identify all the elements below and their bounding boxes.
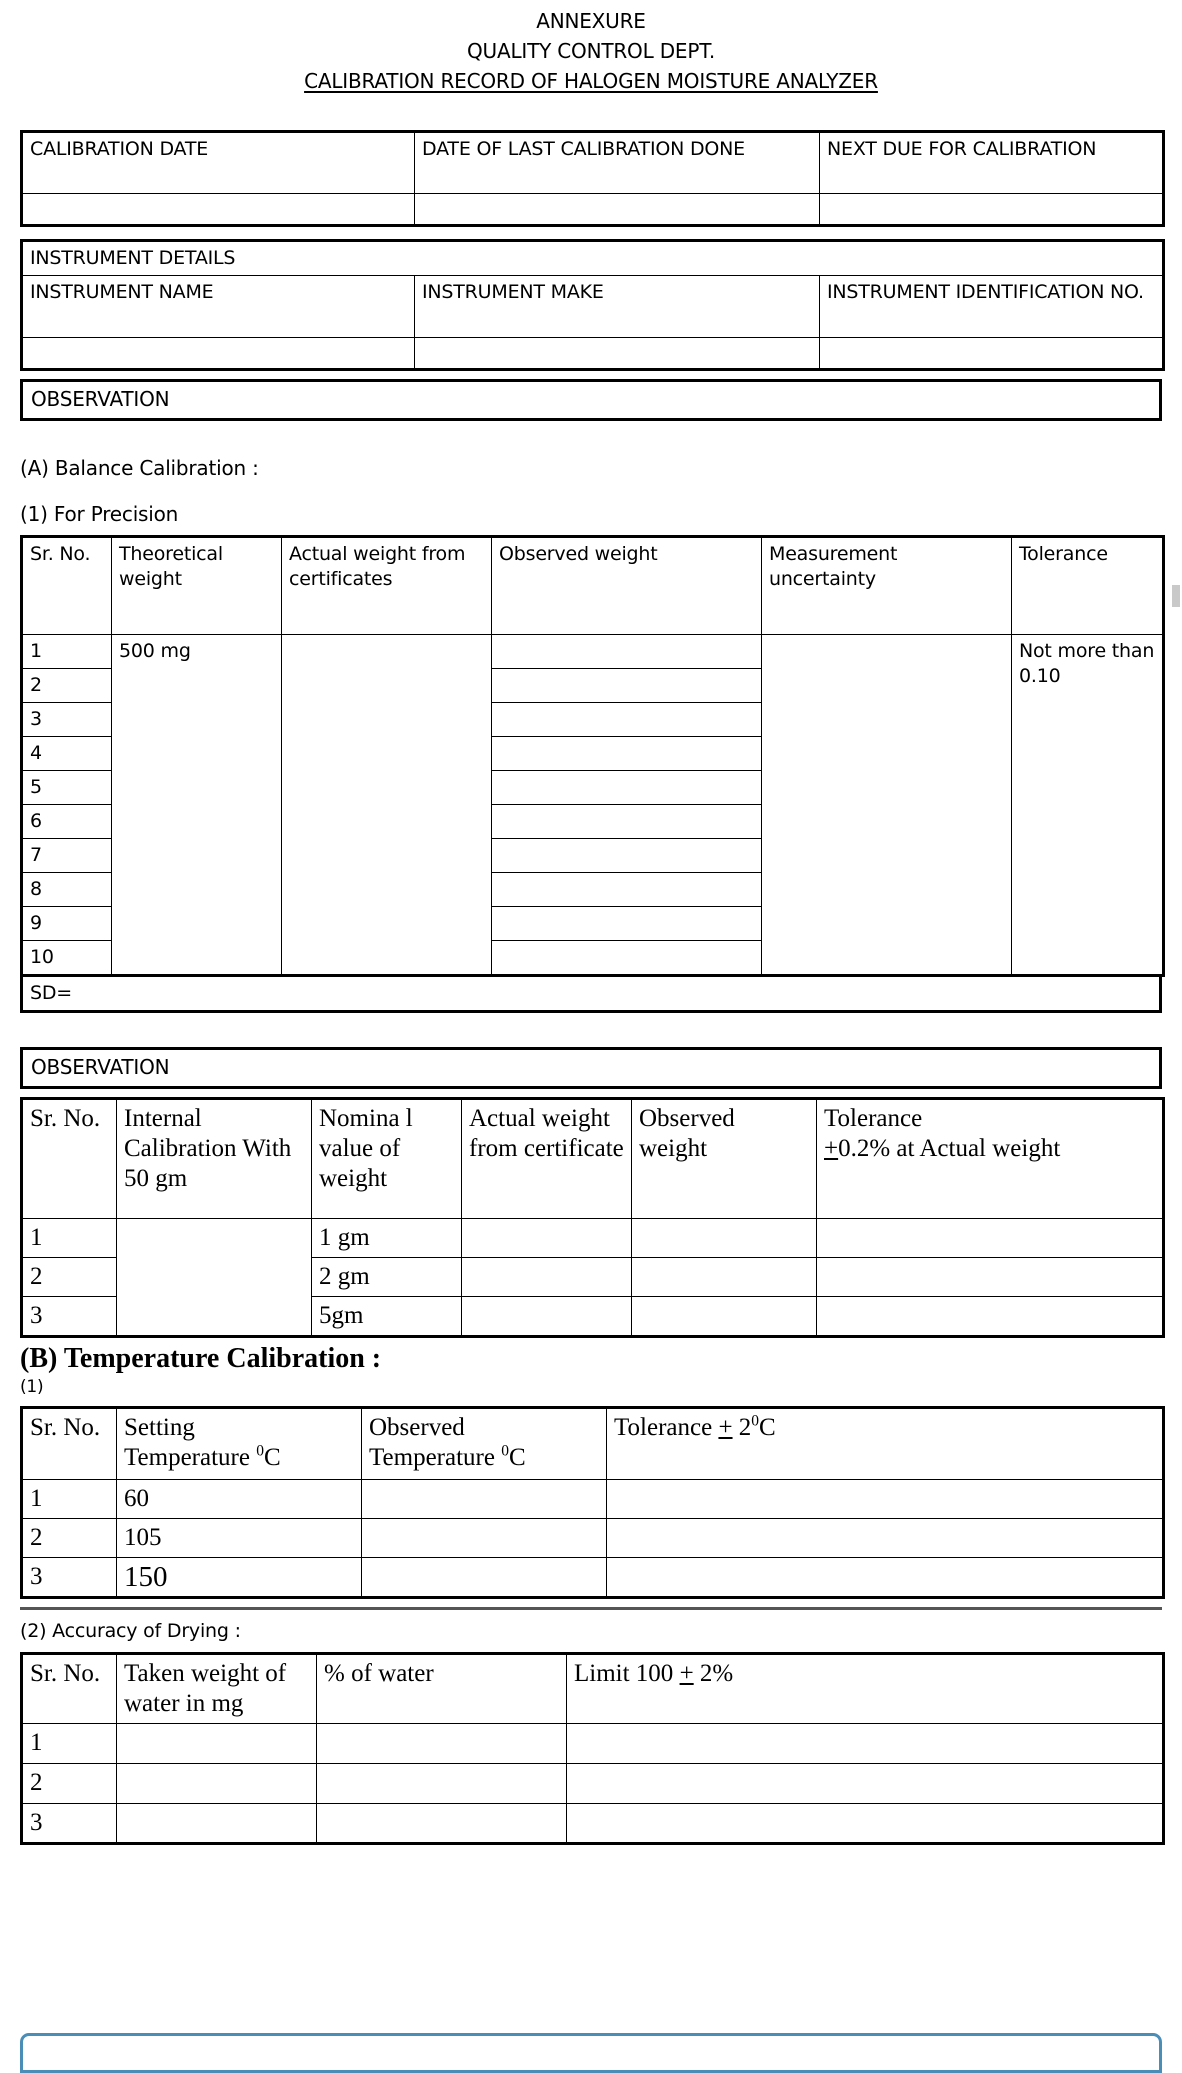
observed-temperature-cell[interactable] (362, 1519, 607, 1558)
observation-banner-1: OBSERVATION (20, 379, 1162, 421)
header-next-due-calibration: NEXT DUE FOR CALIBRATION (820, 132, 1164, 194)
table-row (22, 1219, 1164, 1258)
table-row-header (22, 132, 1164, 194)
value-instrument-id-no[interactable] (820, 338, 1164, 370)
table-row-footer (22, 976, 1161, 1012)
observed-weight-cell[interactable] (492, 635, 762, 669)
scrollbar-thumb[interactable] (1172, 585, 1180, 607)
plus-minus-sign: + (824, 1135, 839, 1162)
header-measurement-uncertainty: Measurement uncertainty (762, 537, 1012, 635)
calibration-dates-table (20, 130, 1165, 227)
title-record-name: CALIBRATION RECORD OF HALOGEN MOISTURE ANALYZER (304, 69, 878, 93)
header-observed-weight: Observed weight (632, 1099, 817, 1219)
sr-no-cell: 3 (22, 1558, 117, 1598)
sr-no-cell: 8 (22, 873, 112, 907)
actual-weight-cell[interactable] (462, 1219, 632, 1258)
observed-weight-cell[interactable] (492, 907, 762, 941)
accuracy-of-drying-table (20, 1652, 1165, 1845)
header-actual-weight-certificate: Actual weight from certificate (462, 1099, 632, 1219)
header-observed-temperature (362, 1408, 607, 1480)
header-nominal-value: Nomina l value of weight (312, 1099, 462, 1219)
degree-superscript: 0 (751, 1412, 760, 1430)
header-theoretical-weight: Theoretical weight (112, 537, 282, 635)
header-tolerance: Tolerance + $2^0C$ (607, 1408, 1164, 1480)
header-tolerance-line1: Tolerance (824, 1105, 923, 1132)
header-percent-water: % of water (317, 1654, 567, 1724)
limit-suffix: 2% (699, 1660, 734, 1687)
percent-water-cell[interactable] (317, 1804, 567, 1844)
table-row-header (22, 1099, 1164, 1219)
value-next-due-calibration[interactable] (820, 194, 1164, 226)
header-actual-weight-certificates: Actual weight from certificates (282, 537, 492, 635)
degree-unit: C (508, 1444, 526, 1471)
degree-unit: C (263, 1444, 281, 1471)
header-setting-line2: Temperature $^0$C (124, 1442, 281, 1471)
header-observed-line2: Temperature $^0$C (369, 1442, 526, 1471)
percent-water-cell[interactable] (317, 1724, 567, 1764)
header-observed-weight: Observed weight (492, 537, 762, 635)
precision-sd-table (20, 974, 1162, 1013)
limit-cell[interactable] (567, 1764, 1164, 1804)
sr-no-cell: 2 (22, 669, 112, 703)
header-sr-no: Sr. No. (22, 1408, 117, 1480)
plus-minus-sign: + (718, 1414, 733, 1441)
sr-no-cell: 3 (22, 1804, 117, 1844)
percent-water-cell[interactable] (317, 1764, 567, 1804)
document-header (0, 0, 1182, 96)
table-row-header (22, 276, 1164, 338)
taken-weight-cell[interactable] (117, 1764, 317, 1804)
tolerance-cell: Not more than 0.10 (1012, 635, 1164, 976)
instrument-details-table (20, 239, 1165, 371)
header-tolerance-line2 (824, 1134, 1155, 1164)
header-tolerance: Tolerance (1012, 537, 1164, 635)
header-internal-calibration: Internal Calibration With 50 gm (117, 1099, 312, 1219)
internal-calibration-table (20, 1097, 1165, 1338)
observed-weight-cell[interactable] (492, 873, 762, 907)
observed-weight-cell[interactable] (632, 1297, 817, 1337)
header-tolerance (817, 1099, 1164, 1219)
section-b-label: (B) Temperature Calibration : (20, 1343, 382, 1374)
sr-no-cell: 2 (22, 1258, 117, 1297)
plus-minus-sign: + (679, 1660, 694, 1687)
actual-weight-cell[interactable] (462, 1258, 632, 1297)
title-annexure: ANNEXURE (536, 9, 646, 33)
title-department: QUALITY CONTROL DEPT. (466, 39, 716, 63)
setting-temperature-cell: 150 (117, 1558, 362, 1598)
bottom-highlight-box (20, 2033, 1162, 2073)
actual-weight-cell[interactable] (462, 1297, 632, 1337)
table-row-header (22, 537, 1164, 635)
header-instrument-make: INSTRUMENT MAKE (415, 276, 820, 338)
limit-cell[interactable] (567, 1804, 1164, 1844)
setting-temperature-cell: 105 (117, 1519, 362, 1558)
sr-no-cell: 1 (22, 1480, 117, 1519)
degree-superscript: 0 (501, 1442, 509, 1460)
table-row (22, 1558, 1164, 1598)
sr-no-cell: 1 (22, 635, 112, 669)
sd-footer: SD= (22, 976, 1161, 1012)
header-sr-no: Sr. No. (22, 1654, 117, 1724)
header-sr-no: Sr. No. (22, 1099, 117, 1219)
observed-weight-cell[interactable] (492, 737, 762, 771)
tolerance-cell[interactable] (607, 1519, 1164, 1558)
observed-weight-cell[interactable] (632, 1258, 817, 1297)
sr-no-cell: 2 (22, 1764, 117, 1804)
header-observed-line1: Observed (369, 1414, 465, 1441)
section-a-label: (A) Balance Calibration : (20, 456, 259, 480)
sr-no-cell: 6 (22, 805, 112, 839)
taken-weight-cell[interactable] (117, 1804, 317, 1844)
taken-weight-cell[interactable] (117, 1724, 317, 1764)
table-row (22, 1764, 1164, 1804)
sr-no-cell: 7 (22, 839, 112, 873)
temperature-calibration-table (20, 1406, 1165, 1599)
table-row (22, 1519, 1164, 1558)
sr-no-cell: 1 (22, 1219, 117, 1258)
precision-table (20, 535, 1165, 977)
nominal-value-cell: 1 gm (312, 1219, 462, 1258)
tolerance-cell[interactable] (607, 1480, 1164, 1519)
internal-calibration-cell[interactable] (117, 1219, 312, 1337)
observed-weight-cell[interactable] (492, 941, 762, 976)
table-row (22, 1724, 1164, 1764)
section-a1-label: (1) For Precision (20, 502, 179, 526)
header-instrument-name: INSTRUMENT NAME (22, 276, 415, 338)
observed-weight-cell[interactable] (492, 703, 762, 737)
table-row-header (22, 1654, 1164, 1724)
header-setting-temperature (117, 1408, 362, 1480)
observed-weight-cell[interactable] (492, 839, 762, 873)
header-limit: Limit 100 + 2% (567, 1654, 1164, 1724)
actual-weight-certificates-cell[interactable] (282, 635, 492, 976)
table-row (22, 194, 1164, 226)
nominal-value-cell: 2 gm (312, 1258, 462, 1297)
header-date-last-calibration: DATE OF LAST CALIBRATION DONE (415, 132, 820, 194)
limit-cell[interactable] (567, 1724, 1164, 1764)
value-instrument-name[interactable] (22, 338, 415, 370)
section-b1-label: (1) (20, 1377, 44, 1397)
sr-no-cell: 3 (22, 703, 112, 737)
table-row (22, 1804, 1164, 1844)
table-row (22, 1480, 1164, 1519)
sr-no-cell: 9 (22, 907, 112, 941)
sr-no-cell: 2 (22, 1519, 117, 1558)
tolerance-cell[interactable] (607, 1558, 1164, 1598)
theoretical-weight-cell: 500 mg (112, 635, 282, 976)
degree-superscript: 0 (256, 1442, 264, 1460)
nominal-value-cell: 5gm (312, 1297, 462, 1337)
value-calibration-date[interactable] (22, 194, 415, 226)
setting-temperature-cell: 60 (117, 1480, 362, 1519)
observed-temperature-cell[interactable] (362, 1558, 607, 1598)
observed-weight-cell[interactable] (492, 805, 762, 839)
header-taken-weight-water: Taken weight of water in mg (117, 1654, 317, 1724)
drying-section-label: (2) Accuracy of Drying : (20, 1620, 241, 1642)
table-row-header (22, 1408, 1164, 1480)
header-setting-line1: Setting (124, 1414, 195, 1441)
observed-weight-cell[interactable] (492, 771, 762, 805)
tolerance-number: 2 (738, 1414, 752, 1441)
sr-no-cell: 3 (22, 1297, 117, 1337)
tolerance-cell[interactable] (817, 1258, 1164, 1297)
table-row-banner (22, 241, 1164, 276)
table-row (22, 338, 1164, 370)
tolerance-value-text: 0.2% at Actual weight (838, 1135, 1061, 1162)
tolerance-cell[interactable] (817, 1219, 1164, 1258)
sr-no-cell: 10 (22, 941, 112, 976)
sr-no-cell: 1 (22, 1724, 117, 1764)
value-instrument-make[interactable] (415, 338, 820, 370)
sr-no-cell: 5 (22, 771, 112, 805)
degree-unit: C (759, 1414, 776, 1441)
sr-no-cell: 4 (22, 737, 112, 771)
header-instrument-id-no: INSTRUMENT IDENTIFICATION NO. (820, 276, 1164, 338)
banner-instrument-details: INSTRUMENT DETAILS (22, 241, 1164, 276)
observed-temperature-cell[interactable] (362, 1480, 607, 1519)
observed-weight-cell[interactable] (492, 669, 762, 703)
observed-weight-cell[interactable] (632, 1219, 817, 1258)
table-row (22, 635, 1164, 669)
observation-banner-2: OBSERVATION (20, 1047, 1162, 1089)
value-date-last-calibration[interactable] (415, 194, 820, 226)
measurement-uncertainty-cell[interactable] (762, 635, 1012, 976)
header-calibration-date: CALIBRATION DATE (22, 132, 415, 194)
header-sr-no: Sr. No. (22, 537, 112, 635)
tolerance-cell[interactable] (817, 1297, 1164, 1337)
